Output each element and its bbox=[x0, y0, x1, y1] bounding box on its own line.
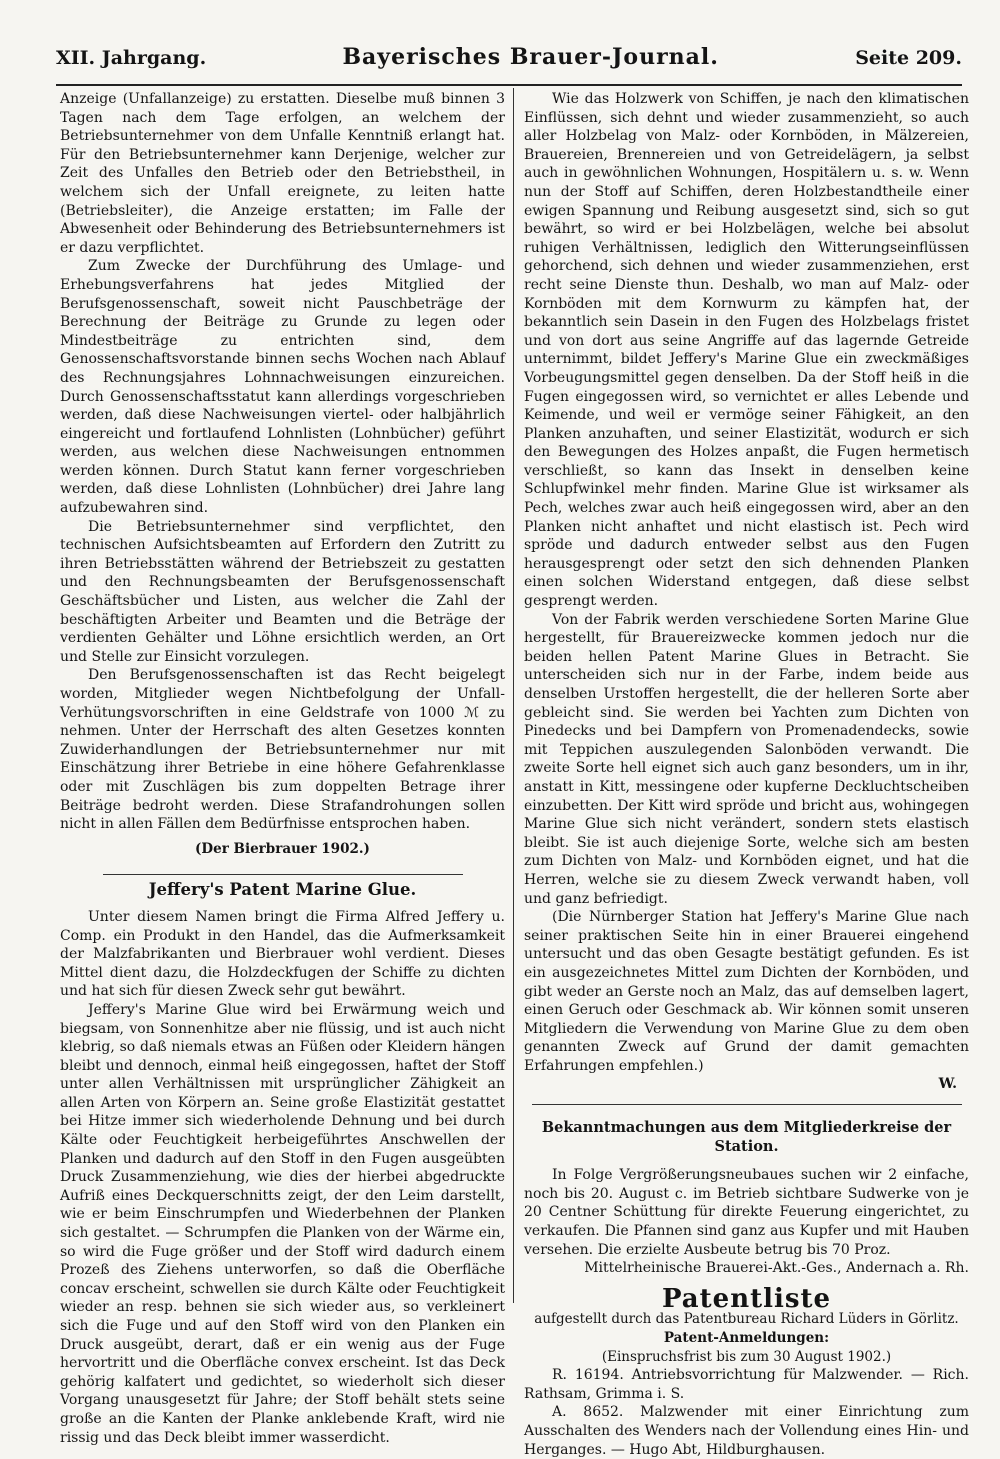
page-number: Seite 209. bbox=[855, 47, 962, 69]
article-source: (Der Bierbrauer 1902.) bbox=[195, 840, 370, 857]
patent-list-subtitle: aufgestellt durch das Patentbureau Richard Lüders in Görlitz. bbox=[534, 1311, 959, 1328]
paragraph: Unter diesem Namen bringt die Firma Alfred Jeffery u. Comp. ein Produkt in den Handel, das die Aufmerksamkeit der Malzfabrikanten und Bierbrauer wohl verdient. Dieses Mittel dient dazu, die Holzdeckfugen der Schiffe zu dichten und hat sich für diesen Zweck sehr gut bewährt. bbox=[60, 908, 505, 1000]
section-rule bbox=[532, 1104, 962, 1105]
announcement-signature: Mittelrheinische Brauerei-Akt.-Ges., Andernach a. Rh. bbox=[584, 1260, 969, 1277]
paragraph: Von der Fabrik werden verschiedene Sorten Marine Glue hergestellt, für Brauereizwecke kommen jedoch nur die beiden hellen Patent Marine Glues in Betracht. Sie unterscheiden sich nur in der Farbe, indem beide aus denselben Urstoffen hergestellt, die der helleren Sorte aber gebleicht sind. Sie werden bei Yachten zum Dichten von Pinedecks und bei Dampfern von Promenadendecks, sowie mit Teppichen auszulegenden Salonböden verwandt. Die zweite Sorte hell eignet sich auch ganz besonders, um in ihr, anstatt in Kitt, messingene oder kupferne Deckluchtscheiben einzubetten. Der Kitt wird spröde und bricht aus, wohingegen Marine Glue sich nicht verändert, sondern stets elastisch bleibt. Sie ist auch diejenige Sorte, welche sich am besten zum Dichten von Malz- und Kornböden eignet, und hat die Herren, welche sie zu diesem Zweck verwandt haben, voll und ganz befriedigt. bbox=[524, 611, 969, 907]
patent-list-title: Patentliste bbox=[661, 1283, 832, 1314]
patent-heading: Patent-Anmeldungen: bbox=[663, 1330, 830, 1346]
left-column bbox=[60, 90, 505, 1447]
paragraph: Jeffery's Marine Glue wird bei Erwärmung weich und biegsam, von Sonnenhitze aber nie flüssig, und ist auch nicht klebrig, so daß niemals etwas an Füßen oder Kleidern hängen bleibt und dennoch, einmal heiß eingegossen, haftet der Stoff unter allen Verhältnissen mit ursprünglicher Zähigkeit an allen Arten von Körpern an. Seine große Elastizität gestattet bei Hitze immer sich wiederholende Dehnung und bei durch Kälte oder Feuchtigkeit herbeigeführtes Anschwellen der Planken und dadurch auf den Stoff in den Fugen ausgeübten Druck Zusammenziehung, wie dies der hierbei abgedruckte Aufriß eines Deckquerschnitts zeigt, der den Leim darstellt, wie er beim Einschrumpfen und Wiederbehnen der Planken sich gestaltet. — Schrumpfen die Planken von der Wärme ein, so wird die Fuge größer und der Stoff wird dadurch einem Prozeß des Ziehens unterworfen, so daß die Oberfläche concav erscheint, schwellen sie durch Kälte oder Feuchtigkeit wieder an resp. behnen sie sich wieder aus, so verkleinert sich die Fuge und auf den Stoff wird von den Planken ein Druck ausgeübt, derart, daß er ein wenig aus der Fuge hervortritt und die Oberfläche convex erscheint. Ist das Deck gehörig kalfatert und gedichtet, so wiederholt sich dieser Vorgang unausgesetzt für Jahre; der Stoff behält stets seine große an die Kanten der Planke anklebende Kraft, wird nie rissig und das Deck bleibt immer wasserdicht. bbox=[60, 1001, 505, 1446]
article-title: Jeffery's Patent Marine Glue. bbox=[148, 880, 417, 900]
column-divider bbox=[513, 88, 514, 1303]
journal-title: Bayerisches Brauer-Journal. bbox=[342, 44, 719, 70]
patent-deadline: (Einspruchsfrist bis zum 30 August 1902.) bbox=[601, 1348, 892, 1365]
page-header bbox=[56, 44, 962, 78]
signature: W. bbox=[938, 1076, 957, 1093]
volume-label: XII. Jahrgang. bbox=[56, 47, 207, 69]
announcement: In Folge Vergrößerungsneubaues suchen wir 2 einfache, noch bis 20. August c. im Betrieb sichtbare Sudwerke von je 20 Centner Schüttung für direkte Feuerung eingerichtet, zu verkaufen. Die Pfannen sind ganz aus Kupfer und mit Hauben versehen. Die erzielte Ausbeute betrug bis 70 Proz. bbox=[524, 1167, 969, 1258]
paragraph: (Die Nürnberger Station hat Jeffery's Marine Glue nach seiner praktischen Seite hin in einer Brauerei eingehend untersucht und das oben Gesagte bestätigt gefunden. Es ist ein ausgezeichnetes Mittel zum Dichten der Kornböden, und gibt weder an Gerste noch an Malz, das auf demselben lagert, einen Geruch oder Geschmack ab. Wir können somit unseren Mitgliedern die Verwendung von Marine Glue zu dem oben genannten Zweck auf Grund der damit gemachten Erfahrungen empfehlen.) bbox=[524, 909, 969, 1074]
header-rule bbox=[56, 84, 962, 86]
section-rule bbox=[103, 874, 463, 875]
paragraph: Wie das Holzwerk von Schiffen, je nach den klimatischen Einflüssen, sich dehnt und wieder zusammenzieht, so auch aller Holzbelag von Malz- oder Kornböden, in Mälzereien, Brauereien, Brennereien und von Getreidelägern, ja selbst auch in gewöhnlichen Wohnungen, Hospitälern u. s. w. Wenn nun der Stoff auf Schiffen, deren Holzbestandtheile einer ewigen Spannung und Reibung ausgesetzt sind, sich so gut bewährt, so wird er bei Holzbelägen, welche bei absolut ruhigen Verhältnissen, lediglich den Witterungseinflüssen gehorchend, sich dehnen und wieder zusammenziehen, erst recht seine Dienste thun. Deshalb, wo man auf Malz- oder Kornböden mit dem Kornwurm zu kämpfen hat, der bekanntlich sein Dasein in den Fugen des Holzbelags fristet und von dort aus seine Angriffe auf das lagernde Getreide unternimmt, bildet Jeffery's Marine Glue ein zweckmäßiges Vorbeugungsmittel gegen denselben. Da der Stoff heiß in die Fugen eingegossen wird, so vernichtet er alles Lebende und Keimende, und weil er vermöge seiner Fähigkeit, an den Planken anzuhaften, und seiner Elastizität, wodurch er sich den Bewegungen des Holzes anpaßt, die Fugen hermetisch verschließt, so kann das Insekt in denselben keine Schlupfwinkel mehr finden. Marine Glue ist wirksamer als Pech, welches zwar auch heiß eingegossen wird, aber an den Planken nicht anhaftet und nicht elastisch ist. Pech wird spröde und dadurch entweder selbst aus den Fugen herausgesprengt oder setzt den sich dehnenden Planken einen solchen Widerstand entgegen, daß diese selbst gesprengt werden. bbox=[524, 91, 969, 610]
paragraph: Die Betriebsunternehmer sind verpflichtet, den technischen Aufsichtsbeamten auf Erfordern den Zutritt zu ihren Betriebsstätten während der Betriebszeit zu gestatten und den Rechnungsbeamten der Berufsgenossenschaft Geschäftsbücher und Listen, aus welcher die Zahl der beschäftigten Arbeiter und Beamten und die Beträge der verdienten Gehälter und Löhne ersichtlich werden, an Ort und Stelle zur Einsicht vorzulegen. bbox=[60, 518, 505, 665]
paragraph: Den Berufsgenossenschaften ist das Recht beigelegt worden, Mitglieder wegen Nichtbefolgung der Unfall-Verhütungsvorschriften in eine Geldstrafe von 1000 ℳ zu nehmen. Unter der Herrschaft des alten Gesetzes konnten Zuwiderhandlungen der Betriebsunternehmer nur mit Einschätzung ihrer Betriebe in eine höhere Gefahrenklasse oder mit Zuschlägen bis zum doppelten Betrage ihrer Beiträge bedroht werden. Diese Strafandrohungen sollen nicht in allen Fällen dem Bedürfnisse entsprochen haben. bbox=[60, 667, 505, 833]
patent-entry: R. 16194. Antriebsvorrichtung für Malzwender. — Rich. Rathsam, Grimma i. S. bbox=[524, 1367, 969, 1402]
section-title: Bekanntmachungen aus dem Mitgliederkreise der Station. bbox=[541, 1119, 952, 1155]
right-column bbox=[524, 90, 969, 1459]
patent-entry: A. 8652. Malzwender mit einer Einrichtung zum Ausschalten des Wenders nach der Vollendung eines Hin- und Herganges. — Hugo Abt, Hildburghausen. bbox=[524, 1404, 969, 1458]
paragraph: Anzeige (Unfallanzeige) zu erstatten. Dieselbe muß binnen 3 Tagen nach dem Tage erfolgen, an welchem der Betriebsunternehmer von dem Unfalle Kenntniß erlangt hat. Für den Betriebsunternehmer kann Derjenige, welcher zur Zeit des Unfalles den Betrieb oder den Betriebstheil, in welchem sich der Unfall ereignete, zu leiten hatte (Betriebsleiter), die Anzeige erstatten; im Falle der Abwesenheit oder Behinderung des Betriebsunternehmers ist er dazu verpflichtet. bbox=[60, 91, 505, 256]
paragraph: Zum Zwecke der Durchführung des Umlage- und Erhebungsverfahrens hat jedes Mitglied der Berufsgenossenschaft, soweit nicht Pauschbeträge der Berechnung der Beiträge zu Grunde zu legen oder Mindestbeiträge zu entrichten sind, dem Genossenschaftsvorstande binnen sechs Wochen nach Ablauf des Rechnungsjahres Lohnnachweisungen einzureichen. Durch Genossenschaftsstatut kann allerdings vorgeschrieben werden, daß diese Nachweisungen viertel- oder halbjährlich eingereicht und fortlaufend Lohnlisten (Lohnbücher) geführt werden, aus welchen diese Nachweisungen entnommen werden können. Durch Statut kann ferner vorgeschrieben werden, daß diese Lohnlisten (Lohnbücher) drei Jahre lang aufzubewahren sind. bbox=[60, 258, 505, 517]
